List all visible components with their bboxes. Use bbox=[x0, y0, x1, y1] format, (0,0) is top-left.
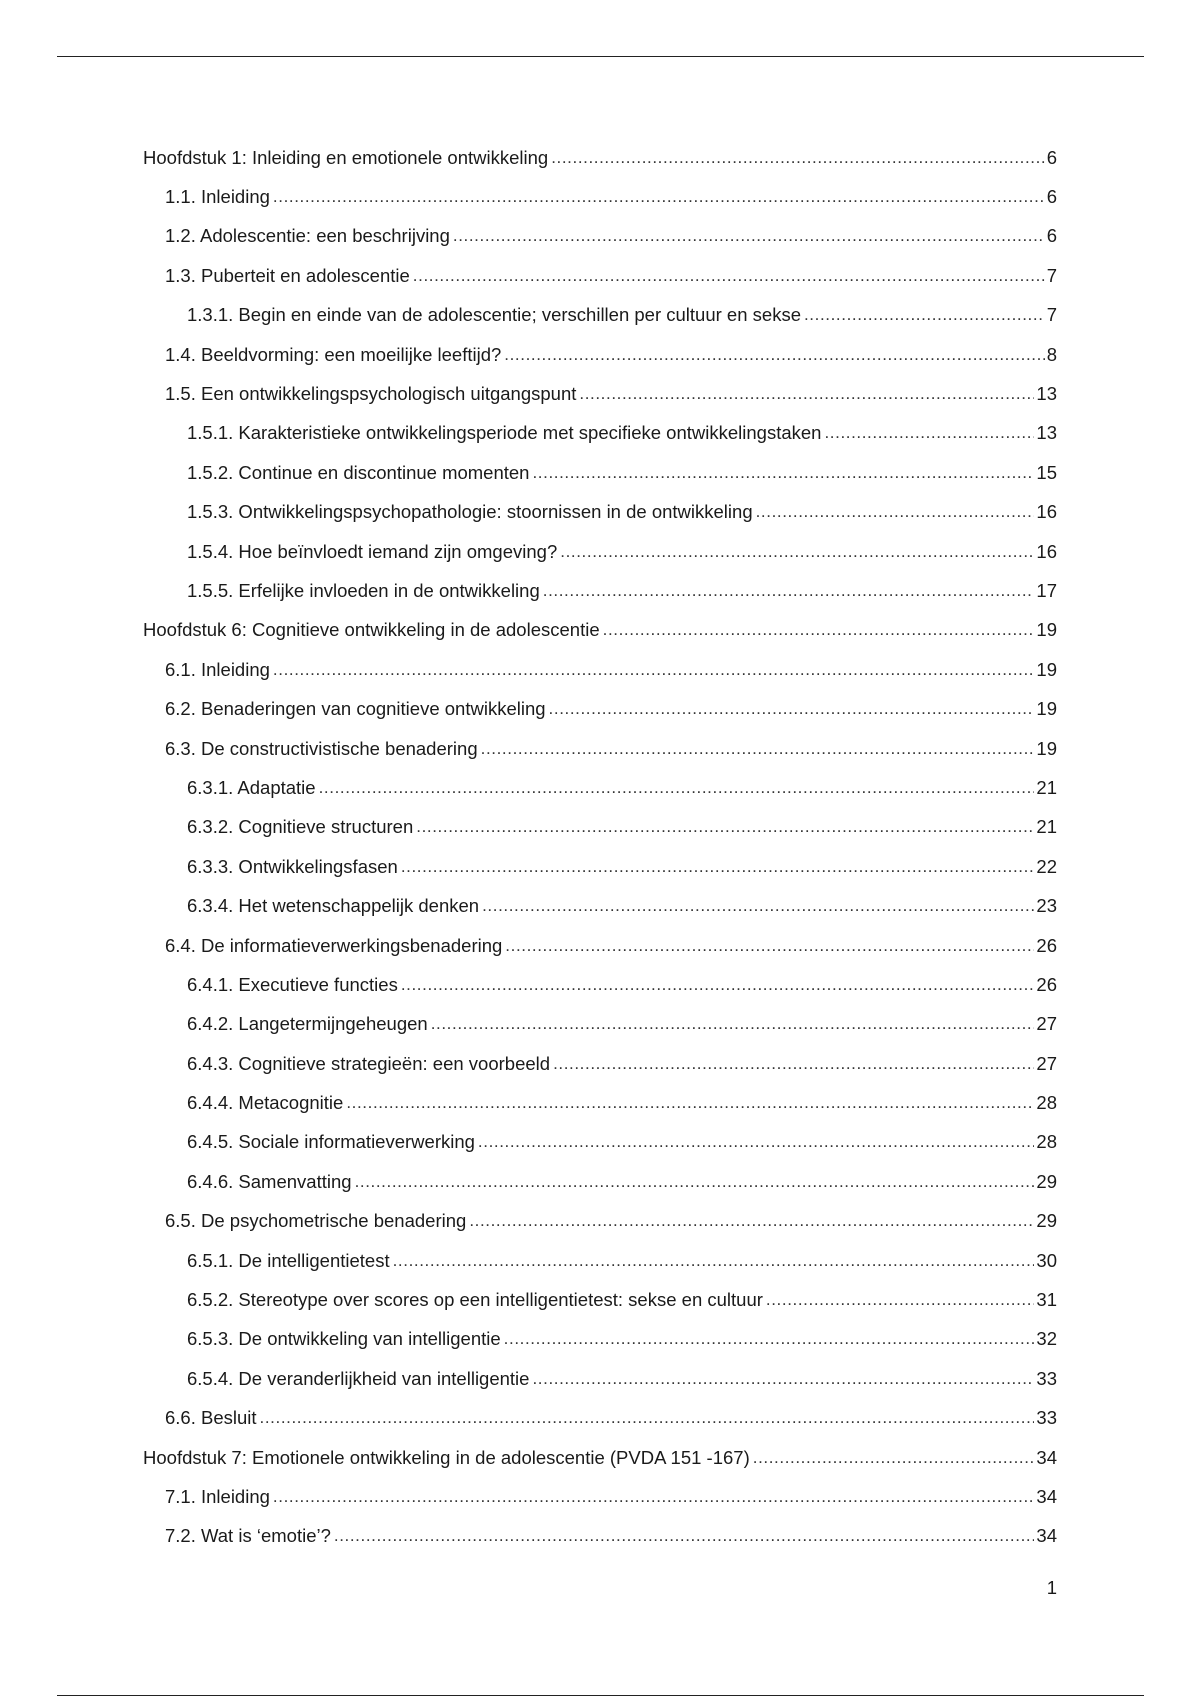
toc-entry-page: 19 bbox=[1036, 619, 1057, 641]
toc-entry[interactable] bbox=[143, 414, 1057, 453]
toc-entry-page: 28 bbox=[1036, 1092, 1057, 1114]
toc-entry[interactable] bbox=[143, 1280, 1057, 1319]
toc-entry-page: 26 bbox=[1036, 973, 1057, 995]
toc-entry-title: 1.5.5. Erfelijke invloeden in de ontwikkeling bbox=[187, 579, 540, 601]
toc-entry-title: Hoofdstuk 6: Cognitieve ontwikkeling in de adolescentie bbox=[143, 619, 600, 641]
toc-entry-page: 34 bbox=[1036, 1525, 1057, 1547]
page-number: 1 bbox=[1046, 1577, 1057, 1598]
toc-dot-leader bbox=[319, 776, 1035, 800]
toc-entry[interactable] bbox=[143, 1202, 1057, 1241]
toc-entry-page: 26 bbox=[1036, 934, 1057, 956]
table-of-contents bbox=[143, 138, 1057, 1556]
footer-rule bbox=[57, 1695, 1144, 1696]
toc-entry-page: 6 bbox=[1046, 186, 1057, 208]
toc-dot-leader bbox=[273, 1485, 1035, 1509]
toc-entry-page: 17 bbox=[1036, 579, 1057, 601]
toc-entry-page: 27 bbox=[1036, 1013, 1057, 1035]
toc-dot-leader bbox=[453, 224, 1045, 248]
toc-entry-title: 6.4.6. Samenvatting bbox=[187, 1170, 352, 1192]
toc-entry[interactable] bbox=[143, 965, 1057, 1004]
toc-entry-title: 1.3. Puberteit en adolescentie bbox=[165, 264, 410, 286]
toc-entry[interactable] bbox=[143, 1438, 1057, 1477]
toc-entry-page: 8 bbox=[1046, 343, 1057, 365]
toc-entry-page: 6 bbox=[1046, 146, 1057, 168]
toc-entry-title: 6.3.2. Cognitieve structuren bbox=[187, 816, 414, 838]
toc-entry-page: 29 bbox=[1036, 1210, 1057, 1232]
toc-entry[interactable] bbox=[143, 177, 1057, 216]
toc-entry[interactable] bbox=[143, 808, 1057, 847]
toc-entry-title: 6.5.2. Stereotype over scores op een intelligentietest: sekse en cultuur bbox=[187, 1289, 763, 1311]
toc-entry[interactable] bbox=[143, 1005, 1057, 1044]
header-rule bbox=[57, 56, 1144, 57]
toc-dot-leader bbox=[393, 1249, 1035, 1273]
toc-entry-page: 28 bbox=[1036, 1131, 1057, 1153]
toc-dot-leader bbox=[753, 1446, 1035, 1470]
toc-entry-title: 1.5.1. Karakteristieke ontwikkelingsperiode met specifieke ontwikkelingstaken bbox=[187, 422, 822, 444]
toc-dot-leader bbox=[469, 1209, 1034, 1233]
toc-entry[interactable] bbox=[143, 571, 1057, 610]
toc-entry-page: 31 bbox=[1036, 1289, 1057, 1311]
toc-entry-title: 1.5.4. Hoe beïnvloedt iemand zijn omgeving? bbox=[187, 540, 558, 562]
toc-entry-page: 13 bbox=[1036, 422, 1057, 444]
toc-dot-leader bbox=[504, 343, 1044, 367]
toc-entry-page: 21 bbox=[1036, 816, 1057, 838]
toc-entry-title: 1.2. Adolescentie: een beschrijving bbox=[165, 225, 450, 247]
toc-entry[interactable] bbox=[143, 217, 1057, 256]
toc-entry[interactable] bbox=[143, 256, 1057, 295]
toc-entry-title: 6.6. Besluit bbox=[165, 1407, 257, 1429]
toc-entry-page: 34 bbox=[1036, 1446, 1057, 1468]
toc-entry[interactable] bbox=[143, 138, 1057, 177]
toc-dot-leader bbox=[579, 382, 1034, 406]
toc-dot-leader bbox=[560, 540, 1034, 564]
toc-entry-title: 6.4. De informatieverwerkingsbenadering bbox=[165, 934, 503, 956]
toc-entry-title: 6.3.1. Adaptatie bbox=[187, 776, 316, 798]
toc-entry[interactable] bbox=[143, 453, 1057, 492]
toc-entry[interactable] bbox=[143, 1083, 1057, 1122]
toc-entry-title: Hoofdstuk 1: Inleiding en emotionele ontwikkeling bbox=[143, 146, 549, 168]
toc-dot-leader bbox=[416, 815, 1034, 839]
toc-entry-page: 22 bbox=[1036, 855, 1057, 877]
toc-dot-leader bbox=[334, 1524, 1035, 1548]
toc-entry-title: 6.5.4. De veranderlijkheid van intelligentie bbox=[187, 1367, 530, 1389]
toc-entry-title: 1.1. Inleiding bbox=[165, 186, 270, 208]
toc-entry[interactable] bbox=[143, 335, 1057, 374]
toc-dot-leader bbox=[551, 146, 1045, 170]
toc-entry[interactable] bbox=[143, 1241, 1057, 1280]
toc-dot-leader bbox=[804, 303, 1045, 327]
toc-entry[interactable] bbox=[143, 1044, 1057, 1083]
toc-entry-page: 21 bbox=[1036, 776, 1057, 798]
toc-entry[interactable] bbox=[143, 1477, 1057, 1516]
toc-dot-leader bbox=[401, 855, 1035, 879]
toc-entry-title: 6.5.1. De intelligentietest bbox=[187, 1249, 390, 1271]
toc-entry-page: 29 bbox=[1036, 1170, 1057, 1192]
toc-entry[interactable] bbox=[143, 1517, 1057, 1556]
toc-dot-leader bbox=[756, 500, 1035, 524]
toc-dot-leader bbox=[549, 697, 1035, 721]
toc-entry[interactable] bbox=[143, 611, 1057, 650]
toc-dot-leader bbox=[532, 1367, 1034, 1391]
toc-dot-leader bbox=[413, 264, 1045, 288]
toc-entry-page: 33 bbox=[1036, 1407, 1057, 1429]
toc-entry-title: 6.4.1. Executieve functies bbox=[187, 973, 398, 995]
toc-entry[interactable] bbox=[143, 689, 1057, 728]
toc-entry-page: 16 bbox=[1036, 540, 1057, 562]
toc-entry-title: 6.4.5. Sociale informatieverwerking bbox=[187, 1131, 475, 1153]
toc-entry-title: 6.2. Benaderingen van cognitieve ontwikkeling bbox=[165, 698, 546, 720]
toc-entry-page: 7 bbox=[1046, 264, 1057, 286]
toc-dot-leader bbox=[824, 421, 1034, 445]
toc-entry-title: 6.4.2. Langetermijngeheugen bbox=[187, 1013, 428, 1035]
toc-entry-title: 6.5. De psychometrische benadering bbox=[165, 1210, 467, 1232]
toc-entry-page: 13 bbox=[1036, 383, 1057, 405]
toc-dot-leader bbox=[346, 1091, 1034, 1115]
toc-entry-title: 6.3.4. Het wetenschappelijk denken bbox=[187, 895, 480, 917]
toc-dot-leader bbox=[505, 934, 1034, 958]
toc-dot-leader bbox=[482, 894, 1034, 918]
toc-entry[interactable] bbox=[143, 729, 1057, 768]
toc-entry-page: 19 bbox=[1036, 658, 1057, 680]
toc-entry-title: 7.1. Inleiding bbox=[165, 1485, 270, 1507]
toc-entry-page: 19 bbox=[1036, 698, 1057, 720]
toc-entry[interactable] bbox=[143, 1162, 1057, 1201]
toc-dot-leader bbox=[766, 1288, 1035, 1312]
toc-entry-page: 33 bbox=[1036, 1367, 1057, 1389]
toc-entry-page: 6 bbox=[1046, 225, 1057, 247]
toc-entry[interactable] bbox=[143, 1123, 1057, 1162]
toc-dot-leader bbox=[603, 618, 1035, 642]
toc-entry-title: 6.5.3. De ontwikkeling van intelligentie bbox=[187, 1328, 501, 1350]
toc-dot-leader bbox=[401, 973, 1035, 997]
toc-entry[interactable] bbox=[143, 1399, 1057, 1438]
toc-entry-title: 1.4. Beeldvorming: een moeilijke leeftijd? bbox=[165, 343, 502, 365]
toc-entry[interactable] bbox=[143, 847, 1057, 886]
toc-entry-page: 7 bbox=[1046, 304, 1057, 326]
toc-entry-title: 7.2. Wat is ‘emotie’? bbox=[165, 1525, 331, 1547]
toc-entry-page: 15 bbox=[1036, 461, 1057, 483]
toc-entry-title: 6.3. De constructivistische benadering bbox=[165, 737, 478, 759]
toc-dot-leader bbox=[553, 1052, 1034, 1076]
toc-entry[interactable] bbox=[143, 493, 1057, 532]
toc-entry-title: 1.5.3. Ontwikkelingspsychopathologie: stoornissen in de ontwikkeling bbox=[187, 501, 753, 523]
toc-dot-leader bbox=[273, 658, 1035, 682]
toc-dot-leader bbox=[273, 185, 1045, 209]
toc-entry[interactable] bbox=[143, 374, 1057, 413]
toc-entry-page: 27 bbox=[1036, 1052, 1057, 1074]
toc-entry[interactable] bbox=[143, 1359, 1057, 1398]
toc-entry[interactable] bbox=[143, 296, 1057, 335]
toc-entry-title: 1.5. Een ontwikkelingspsychologisch uitgangspunt bbox=[165, 383, 577, 405]
toc-entry[interactable] bbox=[143, 1320, 1057, 1359]
toc-entry-title: 6.4.4. Metacognitie bbox=[187, 1092, 344, 1114]
toc-entry-page: 32 bbox=[1036, 1328, 1057, 1350]
toc-entry-page: 30 bbox=[1036, 1249, 1057, 1271]
toc-entry-title: 6.4.3. Cognitieve strategieën: een voorbeeld bbox=[187, 1052, 551, 1074]
toc-entry[interactable] bbox=[143, 926, 1057, 965]
toc-entry-title: 1.3.1. Begin en einde van de adolescentie; verschillen per cultuur en sekse bbox=[187, 304, 801, 326]
toc-dot-leader bbox=[431, 1012, 1035, 1036]
toc-entry[interactable] bbox=[143, 650, 1057, 689]
toc-entry-page: 34 bbox=[1036, 1485, 1057, 1507]
toc-entry-title: Hoofdstuk 7: Emotionele ontwikkeling in de adolescentie (PVDA 151 -167) bbox=[143, 1446, 750, 1468]
toc-entry-title: 6.1. Inleiding bbox=[165, 658, 270, 680]
toc-dot-leader bbox=[355, 1170, 1035, 1194]
toc-entry-page: 23 bbox=[1036, 895, 1057, 917]
toc-dot-leader bbox=[260, 1406, 1035, 1430]
toc-entry[interactable] bbox=[143, 768, 1057, 807]
toc-entry-page: 19 bbox=[1036, 737, 1057, 759]
toc-dot-leader bbox=[532, 461, 1034, 485]
toc-entry-page: 16 bbox=[1036, 501, 1057, 523]
toc-dot-leader bbox=[543, 579, 1035, 603]
toc-entry-title: 6.3.3. Ontwikkelingsfasen bbox=[187, 855, 398, 877]
toc-entry-title: 1.5.2. Continue en discontinue momenten bbox=[187, 461, 530, 483]
toc-dot-leader bbox=[481, 737, 1035, 761]
toc-dot-leader bbox=[504, 1327, 1035, 1351]
toc-entry[interactable] bbox=[143, 886, 1057, 925]
toc-dot-leader bbox=[478, 1130, 1035, 1154]
toc-entry[interactable] bbox=[143, 532, 1057, 571]
